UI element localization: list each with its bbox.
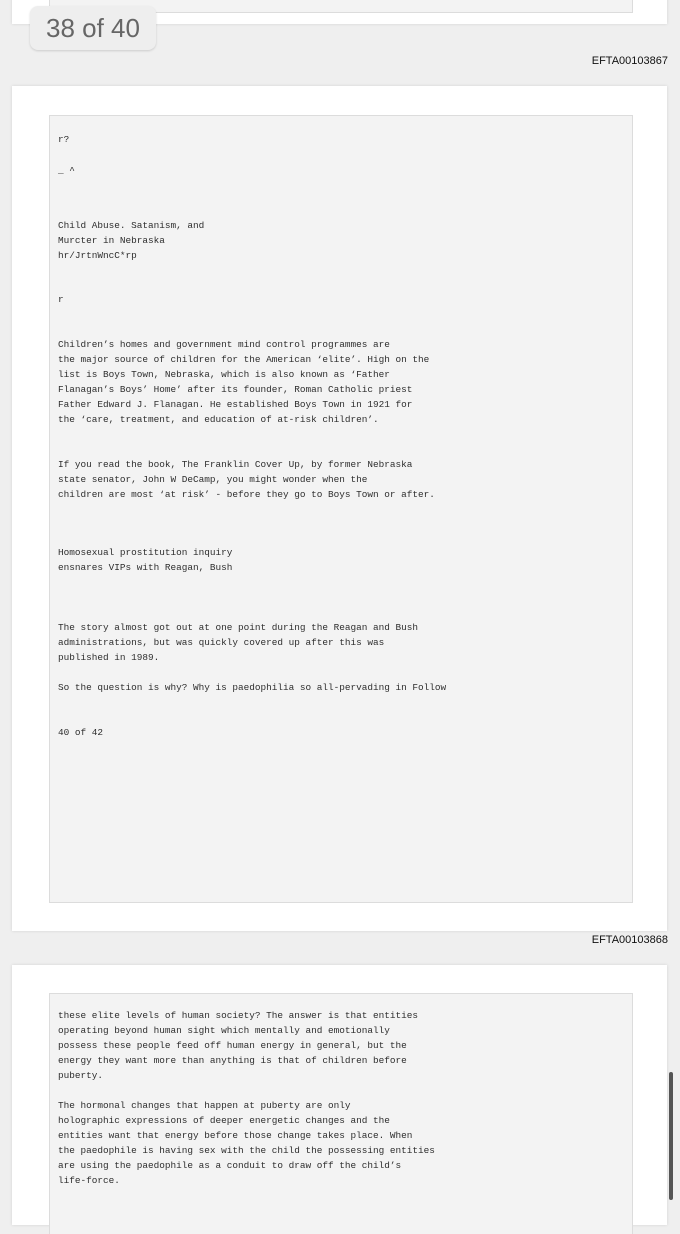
scan-fragment-text: r <box>58 294 64 305</box>
scan-page-number: 40 of 42 <box>58 727 104 738</box>
page-counter-badge: 38 of 40 <box>30 6 156 50</box>
scan-paragraph: The story almost got out at one point during the Reagan and Bush administrations, but was quickly covered up after this was published in 1989. <box>58 622 419 663</box>
scan-fragment-text: r? <box>58 134 70 145</box>
next-page <box>12 965 667 1225</box>
scan-fragment-text: _ ^ <box>58 165 75 176</box>
scrollbar-thumb[interactable] <box>669 1072 673 1200</box>
scanned-page-image <box>49 993 633 1234</box>
scan-headline-text: Homosexual prostitution inquiry ensnares VIPs with Reagan, Bush <box>58 547 233 573</box>
scan-paragraph: The hormonal changes that happen at puberty are only holographic expressions of deeper energetic changes and the entities want that energy before those change takes place. When the paedophile is having sex with the child the possessing entities are using the paedophile as a conduit to draw off the child’s life-force. <box>58 1100 435 1186</box>
document-id-label: EFTA00103868 <box>591 934 668 946</box>
scan-paragraph: these elite levels of human society? The answer is that entities operating beyond human sight which mentally and emotionally possess these people feed off human energy in general, but the energy they want more than anything is that of children before puberty. <box>58 1010 419 1081</box>
scanned-page-image <box>49 115 633 903</box>
scan-heading-text: Child Abuse. Satanism, and Murcter in Nebraska hr/JrtnWncC*rp <box>58 220 205 261</box>
document-page <box>12 86 667 931</box>
scan-paragraph: Children’s homes and government mind control programmes are the major source of children for the American ‘elite’. High on the list is Boys Town, Nebraska, which is also known as ‘Father Flanagan’s Boys’ Home’ after its founder, Roman Catholic priest Father Edward J. Flanagan. He established Boys Town in 1921 for the ‘care, treatment, and education of at-risk children’. <box>58 339 430 425</box>
scan-paragraph: If you read the book, The Franklin Cover Up, by former Nebraska state senator, John W DeCamp, you might wonder when the children are most ‘at risk’ - before they go to Boys Town or after. <box>58 459 435 500</box>
document-id-label: EFTA00103867 <box>591 55 668 67</box>
scan-paragraph: So the question is why? Why is paedophilia so all-pervading in Follow <box>58 682 447 693</box>
